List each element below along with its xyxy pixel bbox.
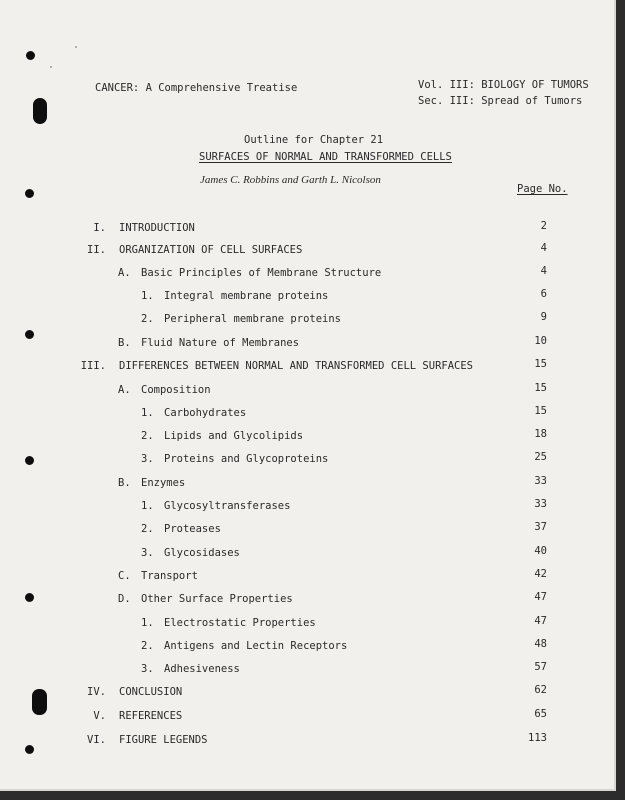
toc-page-number: 42 xyxy=(534,568,547,580)
paper-speck xyxy=(75,46,77,48)
toc-page-number: 18 xyxy=(534,428,547,440)
punch-hole xyxy=(25,745,34,754)
toc-title: Proteins and Glycoproteins xyxy=(164,453,329,465)
authors: James C. Robbins and Garth L. Nicolson xyxy=(200,174,381,186)
punch-hole xyxy=(25,189,34,198)
toc-title: Proteases xyxy=(164,523,221,535)
toc-number: 1. xyxy=(141,290,154,302)
toc-number: V. xyxy=(93,710,106,722)
toc-title: INTRODUCTION xyxy=(119,222,195,234)
toc-title: Fluid Nature of Membranes xyxy=(141,337,300,349)
toc-number: 2. xyxy=(141,313,154,325)
toc-page-number: 62 xyxy=(534,684,547,696)
toc-page-number: 40 xyxy=(534,545,547,557)
toc-title: REFERENCES xyxy=(119,710,183,722)
toc-title: Composition xyxy=(141,384,211,396)
header-left: CANCER: A Comprehensive Treatise xyxy=(95,82,298,94)
toc-page-number: 4 xyxy=(540,265,547,277)
punch-hole xyxy=(33,98,47,124)
chapter-title: SURFACES OF NORMAL AND TRANSFORMED CELLS xyxy=(199,151,452,163)
toc-number: IV. xyxy=(87,686,106,698)
toc-title: Glycosidases xyxy=(164,547,240,559)
toc-page-number: 4 xyxy=(540,242,547,254)
toc-number: 1. xyxy=(141,617,154,629)
toc-number: 1. xyxy=(141,407,154,419)
toc-title: Enzymes xyxy=(141,477,186,489)
toc-page-number: 6 xyxy=(540,288,547,300)
toc-title: Basic Principles of Membrane Structure xyxy=(141,267,382,279)
toc-title: Electrostatic Properties xyxy=(164,617,316,629)
toc-number: 3. xyxy=(141,663,154,675)
toc-page-number: 37 xyxy=(534,521,547,533)
toc-title: Carbohydrates xyxy=(164,407,247,419)
toc-title: ORGANIZATION OF CELL SURFACES xyxy=(119,244,303,256)
header-section: Sec. III: Spread of Tumors xyxy=(418,95,583,107)
punch-hole xyxy=(25,593,34,602)
toc-title: Glycosyltransferases xyxy=(164,500,291,512)
toc-page-number: 47 xyxy=(534,615,547,627)
toc-number: III. xyxy=(80,360,106,372)
toc-title: Transport xyxy=(141,570,198,582)
toc-title: Adhesiveness xyxy=(164,663,240,675)
toc-number: B. xyxy=(118,337,131,349)
toc-number: VI. xyxy=(87,734,106,746)
toc-number: D. xyxy=(118,593,131,605)
toc-page-number: 47 xyxy=(534,591,547,603)
toc-number: II. xyxy=(87,244,106,256)
toc-number: 3. xyxy=(141,453,154,465)
toc-page-number: 15 xyxy=(534,382,547,394)
toc-number: 2. xyxy=(141,640,154,652)
toc-number: C. xyxy=(118,570,131,582)
toc-page-number: 33 xyxy=(534,475,547,487)
toc-page-number: 25 xyxy=(534,451,547,463)
toc-page-number: 9 xyxy=(540,311,547,323)
paper-speck xyxy=(50,66,52,68)
outline-label: Outline for Chapter 21 xyxy=(244,134,384,146)
toc-number: 3. xyxy=(141,547,154,559)
toc-page-number: 113 xyxy=(528,732,547,744)
toc-page-number: 57 xyxy=(534,661,547,673)
toc-page-number: 33 xyxy=(534,498,547,510)
toc-number: A. xyxy=(118,267,131,279)
punch-hole xyxy=(25,456,34,465)
toc-number: I. xyxy=(93,222,106,234)
toc-page-number: 15 xyxy=(534,405,547,417)
toc-title: DIFFERENCES BETWEEN NORMAL AND TRANSFORMED CELL SURFACES xyxy=(119,360,474,372)
punch-hole xyxy=(32,689,47,715)
toc-page-number: 65 xyxy=(534,708,547,720)
toc-page-number: 2 xyxy=(540,220,547,232)
toc-title: FIGURE LEGENDS xyxy=(119,734,208,746)
punch-hole xyxy=(26,51,35,60)
punch-hole xyxy=(25,330,34,339)
toc-title: Other Surface Properties xyxy=(141,593,293,605)
toc-number: A. xyxy=(118,384,131,396)
toc-page-number: 48 xyxy=(534,638,547,650)
header-volume: Vol. III: BIOLOGY OF TUMORS xyxy=(418,79,589,91)
toc-page-number: 10 xyxy=(534,335,547,347)
toc-number: 2. xyxy=(141,430,154,442)
toc-page-number: 15 xyxy=(534,358,547,370)
toc-title: Peripheral membrane proteins xyxy=(164,313,342,325)
toc-title: Antigens and Lectin Receptors xyxy=(164,640,348,652)
toc-number: 2. xyxy=(141,523,154,535)
page-no-heading: Page No. xyxy=(517,183,568,195)
toc-number: 1. xyxy=(141,500,154,512)
toc-title: CONCLUSION xyxy=(119,686,183,698)
toc-number: B. xyxy=(118,477,131,489)
toc-title: Integral membrane proteins xyxy=(164,290,329,302)
toc-title: Lipids and Glycolipids xyxy=(164,430,304,442)
